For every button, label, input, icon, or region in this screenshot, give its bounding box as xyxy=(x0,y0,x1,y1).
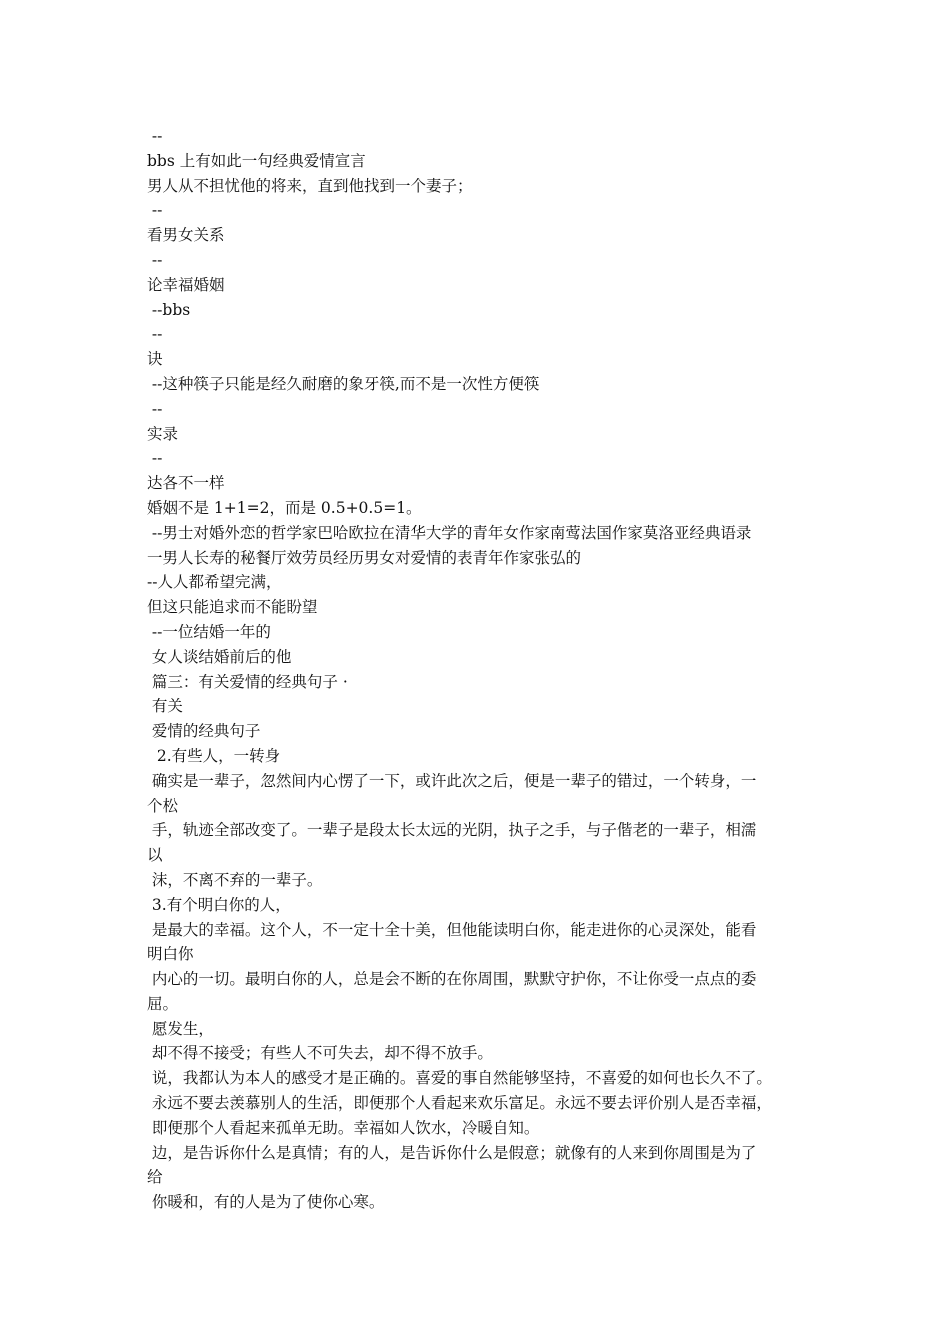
text-line: 以 xyxy=(147,846,163,865)
text-line: 爱情的经典句子 xyxy=(147,722,261,741)
text-line: --这种筷子只能是经久耐磨的象牙筷,而不是一次性方便筷 xyxy=(147,374,540,393)
text-line: 确实是一辈子，忽然间内心愣了一下，或许此次之后，便是一辈子的错过，一个转身，一 xyxy=(147,771,757,790)
text-line: -- xyxy=(147,201,163,220)
text-line: 内心的一切。最明白你的人，总是会不断的在你周围，默默守护你，不让你受一点点的委 xyxy=(147,970,757,989)
text-line: 却不得不接受；有些人不可失去，却不得不放手。 xyxy=(147,1044,493,1063)
text-line: 有关 xyxy=(147,697,183,716)
text-line: 个松 xyxy=(147,796,179,815)
text-line: 你暖和，有的人是为了使你心寒。 xyxy=(147,1193,385,1212)
text-line: 沫，不离不弃的一辈子。 xyxy=(147,870,323,889)
text-line: bbs 上有如此一句经典爱情宣言 xyxy=(147,151,366,170)
text-line: 即便那个人看起来孤单无助。幸福如人饮水，冷暖自知。 xyxy=(147,1118,540,1137)
text-line: 说，我都认为本人的感受才是正确的。喜爱的事自然能够坚持，不喜爱的如何也长久不了。 xyxy=(147,1069,772,1088)
text-line: 但这只能追求而不能盼望 xyxy=(147,598,318,617)
text-line: -- xyxy=(147,449,163,468)
text-line: --bbs xyxy=(147,300,191,319)
text-line: 是最大的幸福。这个人，不一定十全十美，但他能读明白你，能走进你的心灵深处，能看 xyxy=(147,920,757,939)
text-line: 论幸福婚姻 xyxy=(147,275,225,294)
text-line: 一男人长寿的秘餐厅效劳员经历男女对爱情的表青年作家张弘的 xyxy=(147,548,582,567)
document-body xyxy=(147,124,817,1215)
text-line: -- xyxy=(147,250,163,269)
section-heading: 篇三：有关爱情的经典句子 · xyxy=(147,672,348,691)
text-line: --男士对婚外恋的哲学家巴哈欧拉在清华大学的青年女作家南莺法国作家莫洛亚经典语录 xyxy=(147,523,752,542)
text-line: 明白你 xyxy=(147,945,194,964)
text-line: 实录 xyxy=(147,424,179,443)
text-line: 愿发生， xyxy=(147,1019,214,1038)
text-line: 达各不一样 xyxy=(147,474,225,493)
text-line: 婚姻不是 1+1=2，而是 0.5+0.5=1。 xyxy=(147,498,422,517)
text-line: 边，是告诉你什么是真情；有的人，是告诉你什么是假意；就像有的人来到你周围是为了 xyxy=(147,1143,757,1162)
text-line: -- xyxy=(147,127,163,145)
text-line: 永远不要去羡慕别人的生活，即便那个人看起来欢乐富足。永远不要去评价别人是否幸福， xyxy=(147,1094,772,1113)
text-line: 给 xyxy=(147,1168,163,1187)
text-line: 3.有个明白你的人， xyxy=(147,895,291,914)
text-line: 看男女关系 xyxy=(147,226,225,245)
text-line: 女人谈结婚前后的他 xyxy=(147,647,292,666)
text-line: 2.有些人，一转身 xyxy=(147,746,281,765)
text-line: 手，轨迹全部改变了。一辈子是段太长太远的光阴，执子之手，与子偕老的一辈子，相濡 xyxy=(147,821,757,840)
text-line: 男人从不担忧他的将来，直到他找到一个妻子； xyxy=(147,176,473,195)
text-line: -- xyxy=(147,399,163,418)
text-line: 诀 xyxy=(147,350,163,369)
text-line: 屈。 xyxy=(147,994,179,1013)
text-line: --一位结婚一年的 xyxy=(147,622,271,641)
text-line: --人人都希望完满， xyxy=(147,573,282,592)
text-line: -- xyxy=(147,325,163,344)
